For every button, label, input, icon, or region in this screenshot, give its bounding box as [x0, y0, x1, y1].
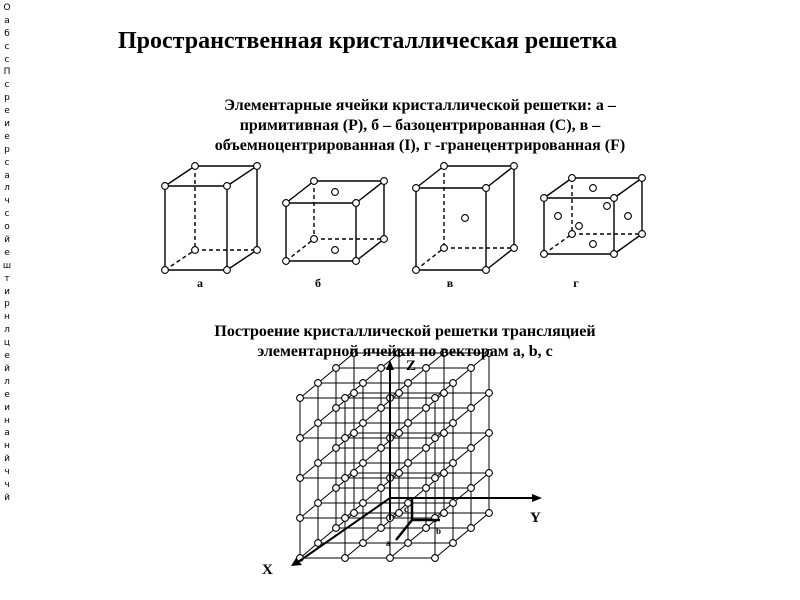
lattice-node — [441, 510, 448, 517]
lattice-node — [441, 390, 448, 397]
lattice-node — [432, 555, 439, 562]
lattice-node — [396, 430, 403, 437]
side-text-char: л — [4, 183, 10, 194]
side-text-char: е — [4, 351, 10, 362]
side-text-char: н — [4, 312, 10, 323]
side-text-char: т — [4, 273, 10, 284]
side-text-char: е — [4, 131, 10, 142]
lattice-node — [315, 500, 322, 507]
lattice-node — [432, 435, 439, 442]
lattice-node — [450, 380, 457, 387]
side-text-char: р — [4, 299, 10, 310]
unit-cell-corner-node — [483, 185, 490, 192]
side-text-char: с — [4, 41, 10, 52]
side-text-char: ч — [4, 479, 10, 490]
lattice-node — [360, 500, 367, 507]
caption-line: примитивная (Р), б – базоцентрированная (С), в – — [239, 117, 601, 134]
lattice-node — [297, 475, 304, 482]
caption-line: элементарной ячейки по векторам a, b, c — [257, 343, 553, 360]
lattice-node — [297, 395, 304, 402]
side-text-char: а — [4, 170, 10, 181]
lattice-node — [333, 485, 340, 492]
side-text-char: б — [4, 28, 10, 39]
face-center-node — [625, 213, 632, 220]
vector-a-label: a — [386, 538, 391, 548]
vector-c-label: c — [404, 504, 408, 514]
unit-cell-corner-node — [192, 163, 199, 170]
unit-cell-corner-node — [611, 195, 618, 202]
lattice-node — [297, 435, 304, 442]
y-axis-label: Y — [530, 510, 541, 526]
side-text-char: с — [4, 157, 10, 168]
unit-cell-corner-node — [511, 245, 518, 252]
slide-title: Пространственная кристаллическая решетка — [118, 28, 618, 54]
caption-line: Элементарные ячейки кристаллической решетки: а – — [224, 97, 616, 114]
lattice-node — [441, 430, 448, 437]
unit-cell-corner-node — [541, 251, 548, 258]
lattice-node — [486, 510, 493, 517]
unit-cell-corner-node — [254, 247, 261, 254]
lattice-node — [333, 405, 340, 412]
unit-cell-corner-node — [353, 200, 360, 207]
unit-cell-P — [162, 163, 261, 274]
translation-caption — [150, 322, 660, 362]
unit-cell-hidden-edge — [416, 248, 444, 270]
unit-cell-corner-node — [511, 163, 518, 170]
lattice-node — [450, 500, 457, 507]
translated-lattice — [297, 350, 493, 562]
lattice-node — [468, 525, 475, 532]
unit-cell-corner-node — [283, 200, 290, 207]
unit-cell-corner-node — [611, 251, 618, 258]
lattice-node — [450, 420, 457, 427]
side-text-char: с — [4, 80, 10, 91]
side-text-char: е — [4, 389, 10, 400]
lattice-node — [432, 475, 439, 482]
lattice-node — [351, 470, 358, 477]
lattice-node — [423, 365, 430, 372]
unit-cell-corner-node — [639, 231, 646, 238]
caption-line: объемноцентрированная (I), г -гранецентрированная (F) — [214, 137, 626, 154]
side-text-char: о — [4, 222, 10, 233]
side-text-char: й — [4, 363, 10, 374]
unit-cell-corner-node — [192, 247, 199, 254]
side-text-char: а — [4, 428, 10, 439]
unit-cells-group — [162, 163, 646, 274]
y-axis-arrow — [532, 494, 542, 502]
base-center-node — [332, 247, 339, 254]
lattice-node — [486, 390, 493, 397]
unit-cell-I — [413, 163, 518, 274]
unit-cell-corner-node — [483, 267, 490, 274]
lattice-node — [342, 515, 349, 522]
unit-cell-corner-node — [569, 175, 576, 182]
lattice-node — [396, 510, 403, 517]
lattice-node — [378, 365, 385, 372]
side-text-char: н — [4, 441, 10, 452]
lattice-node — [315, 380, 322, 387]
vector-a-line — [396, 520, 412, 540]
unit-cell-corner-node — [311, 236, 318, 243]
unit-cell-corner-node — [311, 178, 318, 185]
lattice-node — [297, 515, 304, 522]
lattice-node — [423, 405, 430, 412]
unit-cell-corner-node — [413, 185, 420, 192]
lattice-node — [423, 445, 430, 452]
unit-cell-corner-node — [162, 267, 169, 274]
x-axis-label: X — [262, 562, 273, 578]
unit-cell-corner-node — [224, 267, 231, 274]
lattice-node — [486, 470, 493, 477]
lattice-node — [360, 420, 367, 427]
side-text-char: ч — [4, 196, 10, 207]
unit-cell-corner-node — [441, 245, 448, 252]
lattice-node — [360, 460, 367, 467]
lattice-node — [315, 420, 322, 427]
lattice-node — [360, 380, 367, 387]
face-center-node — [604, 203, 611, 210]
face-center-node — [555, 213, 562, 220]
lattice-node — [351, 390, 358, 397]
lattice-node — [378, 445, 385, 452]
side-text-char: П — [3, 67, 11, 78]
lattice-node — [486, 430, 493, 437]
unit-cell-corner-node — [639, 175, 646, 182]
vector-b-label: b — [436, 526, 442, 536]
side-text-char: с — [4, 54, 10, 65]
unit-cell-F — [541, 175, 646, 258]
unit-cell-edge — [544, 178, 572, 198]
lattice-node — [342, 555, 349, 562]
side-text-char: ч — [4, 467, 10, 478]
lattice-node — [405, 420, 412, 427]
lattice-node — [468, 365, 475, 372]
side-text-char: й — [4, 454, 10, 465]
lattice-node — [468, 445, 475, 452]
unit-cell-edge — [416, 166, 444, 188]
lattice-node — [351, 430, 358, 437]
unit-cell-edge — [165, 166, 195, 186]
unit-cell-corner-node — [541, 195, 548, 202]
side-text-char: р — [4, 93, 10, 104]
unit-cell-edge — [486, 166, 514, 188]
unit-cell-edge — [356, 239, 384, 261]
cell-label-g: г — [573, 276, 579, 290]
side-text-char: и — [4, 286, 10, 297]
lattice-node — [342, 475, 349, 482]
lattice-node — [396, 390, 403, 397]
lattice-node — [333, 445, 340, 452]
lattice-node — [423, 485, 430, 492]
lattice-node — [333, 525, 340, 532]
unit-cell-hidden-edge — [544, 234, 572, 254]
lattice-node — [432, 395, 439, 402]
unit-cell-corner-node — [381, 178, 388, 185]
side-text-char: а — [4, 15, 10, 26]
unit-cell-corner-node — [413, 267, 420, 274]
unit-cell-C — [283, 178, 388, 265]
unit-cell-corner-node — [162, 183, 169, 190]
unit-cell-edge — [356, 181, 384, 203]
lattice-node — [351, 510, 358, 517]
base-center-node — [332, 189, 339, 196]
unit-cell-edge — [227, 250, 257, 270]
lattice-node — [405, 540, 412, 547]
unit-cell-edge — [227, 166, 257, 186]
lattice-node — [333, 365, 340, 372]
unit-cell-corner-node — [254, 163, 261, 170]
lattice-node — [468, 405, 475, 412]
lattice-node — [342, 435, 349, 442]
face-center-node — [576, 223, 583, 230]
lattice-node — [387, 555, 394, 562]
side-text-char: л — [4, 376, 10, 387]
side-text-char: и — [4, 119, 10, 130]
lattice-node — [468, 485, 475, 492]
unit-cell-edge — [614, 178, 642, 198]
lattice-node — [405, 460, 412, 467]
side-text-char: О — [3, 3, 11, 13]
lattice-node — [378, 405, 385, 412]
unit-cell-corner-node — [353, 258, 360, 265]
cell-label-b: б — [315, 276, 321, 290]
body-center-node — [462, 215, 469, 222]
unit-cell-edge — [286, 181, 314, 203]
unit-cell-corner-node — [283, 258, 290, 265]
caption-line: Построение кристаллической решетки трансляцией — [214, 323, 596, 340]
lattice-node — [441, 470, 448, 477]
unit-cell-corner-node — [441, 163, 448, 170]
side-text-char: е — [4, 106, 10, 117]
unit-cell-edge — [486, 248, 514, 270]
cell-label-a: а — [197, 276, 203, 290]
lattice-node — [423, 525, 430, 532]
side-text-char: й — [4, 235, 10, 246]
lattice-node — [450, 460, 457, 467]
unit-cell-edge — [614, 234, 642, 254]
unit-cell-hidden-edge — [165, 250, 195, 270]
lattice-node — [378, 485, 385, 492]
face-center-node — [590, 241, 597, 248]
side-text-char: е — [4, 247, 10, 258]
side-text-char: ш — [2, 260, 12, 271]
unit-cell-hidden-edge — [286, 239, 314, 261]
side-text-char: ц — [3, 338, 11, 349]
unit-cell-corner-node — [381, 236, 388, 243]
lattice-node — [315, 460, 322, 467]
side-text-char: н — [4, 415, 10, 426]
side-text-char: й — [4, 492, 10, 503]
side-text-char: л — [4, 325, 10, 336]
side-text-char: р — [4, 144, 10, 155]
lattice-node — [342, 395, 349, 402]
side-text-char: с — [4, 209, 10, 220]
face-center-node — [590, 185, 597, 192]
lattice-node — [450, 540, 457, 547]
unit-cell-corner-node — [569, 231, 576, 238]
lattice-node — [378, 525, 385, 532]
cell-label-v: в — [446, 276, 454, 290]
lattice-node — [360, 540, 367, 547]
side-text-char: и — [4, 402, 10, 413]
lattice-node — [396, 470, 403, 477]
z-axis-label: Z — [406, 358, 417, 374]
lattice-node — [405, 380, 412, 387]
unit-cell-corner-node — [224, 183, 231, 190]
